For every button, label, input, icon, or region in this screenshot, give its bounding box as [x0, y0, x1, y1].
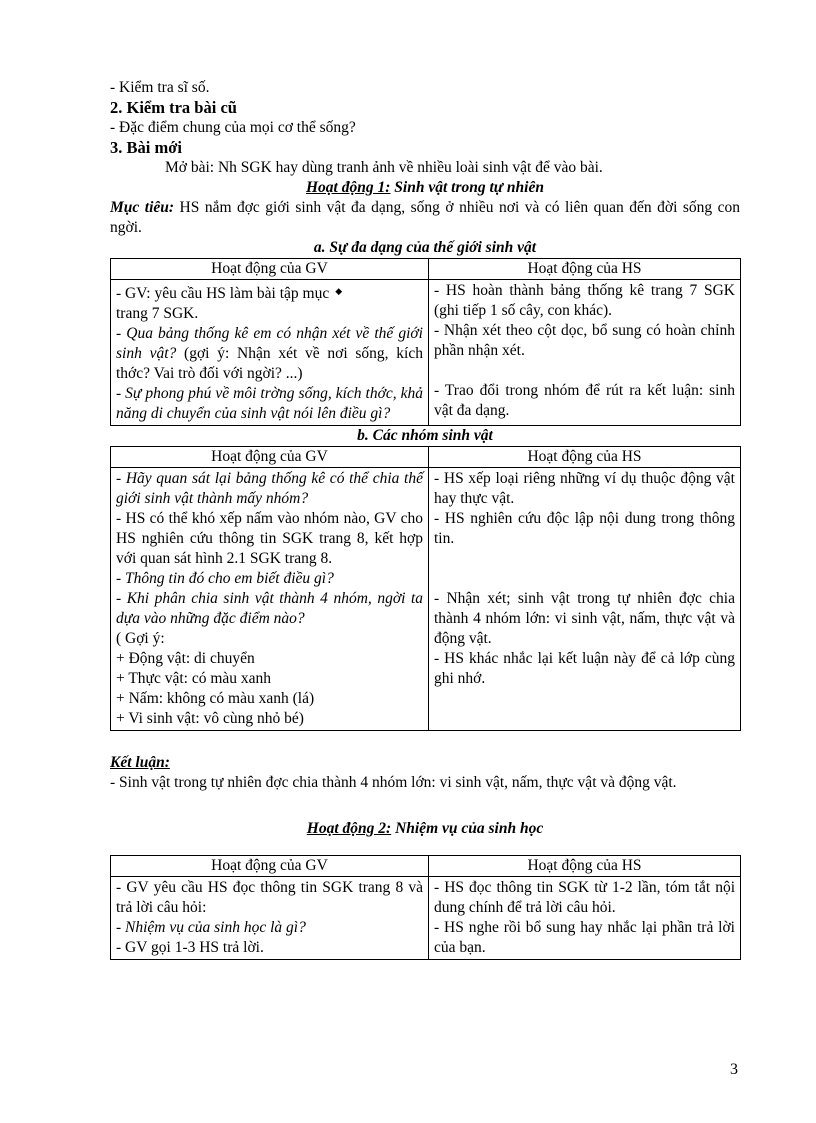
gv-item: - Sự phong phú về môi trờng sống, kích thớc, khả năng di chuyển của sinh vật nói lên điều gì?: [116, 385, 423, 422]
hs-item: - HS khác nhắc lại kết luận này để cả lớp cùng ghi nhớ.: [434, 650, 735, 687]
section-a-table: [110, 258, 741, 426]
gv-item: + Vi sinh vật: vô cùng nhỏ bé): [116, 710, 304, 727]
objective-label: Mục tiêu:: [110, 199, 175, 216]
page-number: 3: [730, 1061, 738, 1078]
activity2-hs-cell: [429, 877, 741, 960]
activity2-col-gv: Hoạt động của GV: [111, 856, 429, 877]
activity2-col-hs: Hoạt động của HS: [429, 856, 741, 877]
gv-item: + Thực vật: có màu xanh: [116, 670, 272, 687]
hs-item: - HS đọc thông tin SGK từ 1-2 lần, tóm tắt nội dung chính để trả lời câu hỏi.: [434, 879, 735, 916]
gv-item: - GV yêu cầu HS đọc thông tin SGK trang 8 và trả lời câu hỏi:: [116, 879, 423, 916]
document-page: [110, 78, 740, 960]
section-a-hs-cell: [429, 280, 741, 426]
gv-item: - GV gọi 1-3 HS trả lời.: [116, 939, 264, 956]
hs-item: - HS nghe rồi bổ sung hay nhắc lại phần trả lời của bạn.: [434, 919, 735, 956]
gv-item: - Thông tin đó cho em biết điều gì?: [116, 570, 334, 587]
section-a-col-gv: Hoạt động của GV: [111, 259, 429, 280]
objective-text: HS nắm đợc giới sinh vật đa dạng, sống ở nhiều nơi và có liên quan đến đời sống con ngời.: [110, 199, 741, 236]
activity1-heading: [110, 178, 740, 198]
gv-item: + Động vật: di chuyển: [116, 650, 255, 667]
old-lesson-question: - Đặc điểm chung của mọi cơ thể sống?: [110, 119, 356, 136]
section-b-title: b. Các nhóm sinh vật: [357, 427, 493, 444]
conclusion-label: Kết luận:: [110, 754, 170, 771]
gv-item: - Hãy quan sát lại bảng thống kê có thể chia thế giới sinh vật thành mấy nhóm?: [116, 470, 423, 507]
heading-old-lesson: 2. Kiểm tra bài cũ: [110, 98, 237, 117]
gv-item: - Nhiệm vụ của sinh học là gì?: [116, 919, 306, 936]
hs-item: - Trao đổi trong nhóm để rút ra kết luận: sinh vật đa dạng.: [434, 382, 735, 419]
hs-item: - HS xếp loại riêng những ví dụ thuộc động vật hay thực vật.: [434, 470, 735, 507]
activity2-title: Nhiệm vụ của sinh học: [391, 820, 544, 837]
activity1-title: Sinh vật trong tự nhiên: [390, 179, 544, 196]
conclusion-text: - Sinh vật trong tự nhiên đợc chia thành 4 nhóm lớn: vi sinh vật, nấm, thực vật và động vật.: [110, 774, 677, 791]
section-b-table: [110, 446, 741, 731]
hs-item: - Nhận xét; sinh vật trong tự nhiên đợc chia thành 4 nhóm lớn: vi sinh vật, nấm, thực vật và động vật.: [434, 590, 735, 647]
hs-item: - HS nghiên cứu độc lập nội dung trong thông tin.: [434, 510, 735, 547]
section-a-title: a. Sự đa dạng của thế giới sinh vật: [313, 239, 537, 256]
bullet-diamond-icon: ◆: [335, 286, 343, 296]
section-b-col-hs: Hoạt động của HS: [429, 447, 741, 468]
hs-item: - Nhận xét theo cột dọc, bổ sung có hoàn chỉnh phần nhận xét.: [434, 322, 735, 359]
gv-item: - GV: yêu cầu HS làm bài tập mục ◆: [116, 285, 343, 302]
gv-item: - HS có thể khó xếp nấm vào nhóm nào, GV cho HS nghiên cứu thông tin SGK trang 8, kết hợp với quan sát hình 2.1 SGK trang 8.: [116, 510, 423, 567]
attendance-check: - Kiểm tra sĩ số.: [110, 79, 210, 96]
activity1-label: Hoạt động 1:: [306, 179, 391, 196]
gv-item: trang 7 SGK.: [116, 305, 199, 322]
gv-item: - Qua bảng thống kê em có nhận xét về thế giới sinh vật? (gợi ý: Nhận xét về nơi sống, kích thớc? Vai trò đối với ngời? ...): [116, 325, 423, 382]
gv-item: - Khi phân chia sinh vật thành 4 nhóm, ngời ta dựa vào những đặc điểm nào?: [116, 590, 423, 627]
activity2-gv-cell: [111, 877, 429, 960]
gv-item: ( Gợi ý:: [116, 630, 165, 647]
activity2-table: [110, 855, 741, 960]
section-b-gv-cell: [111, 468, 429, 731]
heading-new-lesson: 3. Bài mới: [110, 138, 182, 157]
lesson-opening: Mở bài: Nh SGK hay dùng tranh ảnh về nhiều loài sinh vật để vào bài.: [165, 159, 603, 176]
activity2-label: Hoạt động 2:: [306, 820, 392, 837]
activity2-heading: [110, 819, 740, 839]
section-a-gv-cell: [111, 280, 429, 426]
section-a-col-hs: Hoạt động của HS: [429, 259, 741, 280]
objective: [110, 198, 740, 238]
section-b-col-gv: Hoạt động của GV: [111, 447, 429, 468]
section-b-hs-cell: [429, 468, 741, 731]
gv-item: + Nấm: không có màu xanh (lá): [116, 690, 315, 707]
hs-item: - HS hoàn thành bảng thống kê trang 7 SGK (ghi tiếp 1 số cây, con khác).: [434, 282, 735, 319]
